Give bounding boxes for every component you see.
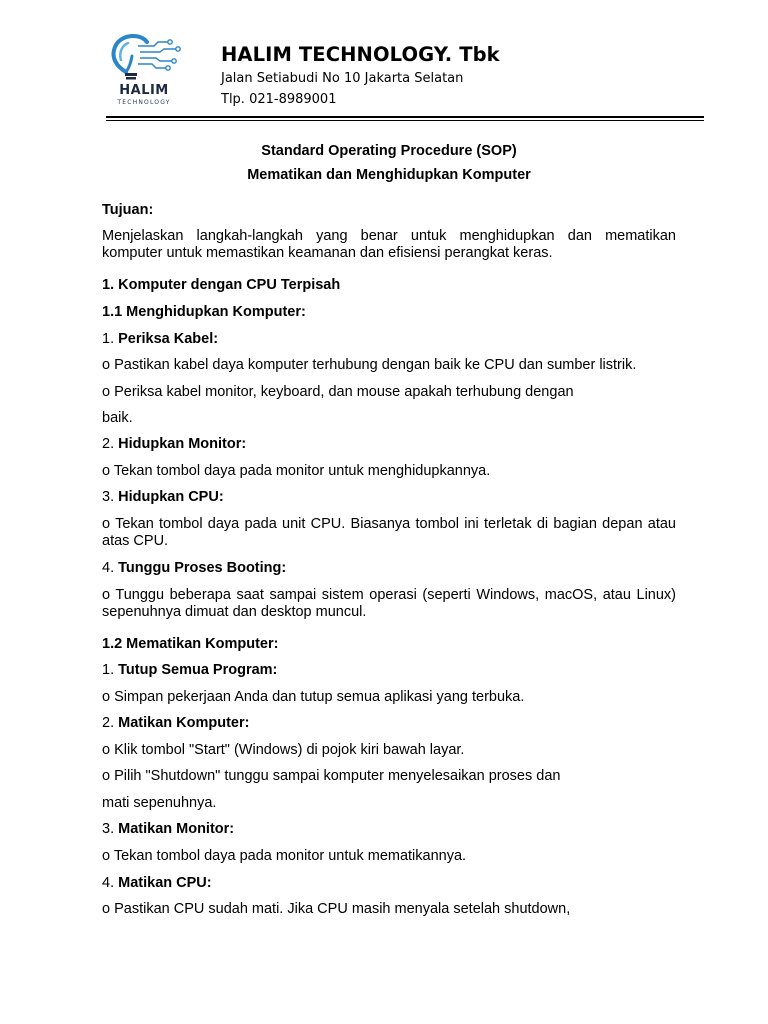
- step-title: Tutup Semua Program:: [118, 662, 278, 678]
- step-title: Matikan Komputer:: [118, 715, 250, 731]
- step-number: 1.: [102, 331, 119, 347]
- step-number: 1.: [102, 662, 119, 678]
- step-heading: [102, 821, 676, 838]
- subsection-heading: 1.1 Menghidupkan Komputer:: [102, 304, 306, 320]
- company-info: [221, 42, 500, 110]
- purpose-text: Menjelaskan langkah-langkah yang benar untuk menghidupkan dan mematikan komputer untuk memastikan keamanan dan efisiensi perangkat keras.: [102, 228, 676, 261]
- step-heading: [102, 560, 676, 577]
- lightbulb-circuit-icon: [96, 32, 192, 84]
- step-number: 3.: [102, 489, 119, 505]
- step-detail: o Simpan pekerjaan Anda dan tutup semua aplikasi yang terbuka.: [102, 689, 525, 705]
- step-detail: o Pastikan CPU sudah mati. Jika CPU masih menyala setelah shutdown,: [102, 901, 571, 917]
- step-number: 2.: [102, 436, 119, 452]
- step-heading: [102, 331, 676, 348]
- header-divider-thick: [106, 116, 704, 118]
- step-detail: o Periksa kabel monitor, keyboard, dan mouse apakah terhubung dengan: [102, 384, 574, 400]
- company-logo: [96, 32, 192, 116]
- step-title: Periksa Kabel:: [118, 331, 219, 347]
- step-heading: [102, 436, 676, 453]
- step-title: Matikan CPU:: [118, 875, 212, 891]
- header-divider-thin: [106, 120, 704, 121]
- step-title: Tunggu Proses Booting:: [118, 560, 287, 576]
- section-heading: 1. Komputer dengan CPU Terpisah: [102, 277, 341, 293]
- logo-subtext: TECHNOLOGY: [117, 99, 171, 106]
- step-title: Hidupkan Monitor:: [118, 436, 247, 452]
- step-heading: [102, 875, 676, 892]
- company-phone: Tlp. 021-8989001: [221, 92, 337, 107]
- step-detail: o Tekan tombol daya pada monitor untuk menghidupkannya.: [102, 463, 491, 479]
- step-detail-continued: mati sepenuhnya.: [102, 795, 217, 811]
- company-name: HALIM TECHNOLOGY. Tbk: [221, 43, 500, 66]
- step-number: 4.: [102, 560, 119, 576]
- step-heading: [102, 715, 676, 732]
- step-heading: [102, 662, 676, 679]
- step-number: 2.: [102, 715, 119, 731]
- logo-text: HALIM: [119, 83, 169, 98]
- step-detail: o Tekan tombol daya pada unit CPU. Biasanya tombol ini terletak di bagian depan atau atas CPU.: [102, 516, 676, 549]
- document-title: Standard Operating Procedure (SOP): [261, 143, 517, 159]
- purpose-label: Tujuan:: [102, 202, 154, 218]
- step-detail: o Klik tombol "Start" (Windows) di pojok kiri bawah layar.: [102, 742, 465, 758]
- step-title: Hidupkan CPU:: [118, 489, 224, 505]
- step-detail-continued: baik.: [102, 410, 133, 426]
- document-subtitle: Mematikan dan Menghidupkan Komputer: [247, 167, 531, 183]
- step-detail: o Pilih "Shutdown" tunggu sampai komputer menyelesaikan proses dan: [102, 768, 561, 784]
- step-detail: o Tekan tombol daya pada monitor untuk mematikannya.: [102, 848, 467, 864]
- step-title: Matikan Monitor:: [118, 821, 235, 837]
- step-number: 3.: [102, 821, 119, 837]
- step-detail: o Pastikan kabel daya komputer terhubung dengan baik ke CPU dan sumber listrik.: [102, 357, 637, 373]
- step-heading: [102, 489, 676, 506]
- step-detail: o Tunggu beberapa saat sampai sistem operasi (seperti Windows, macOS, atau Linux) sepenuhnya dimuat dan desktop muncul.: [102, 587, 676, 620]
- step-number: 4.: [102, 875, 119, 891]
- subsection-heading: 1.2 Mematikan Komputer:: [102, 636, 279, 652]
- company-address: Jalan Setiabudi No 10 Jakarta Selatan: [221, 71, 464, 86]
